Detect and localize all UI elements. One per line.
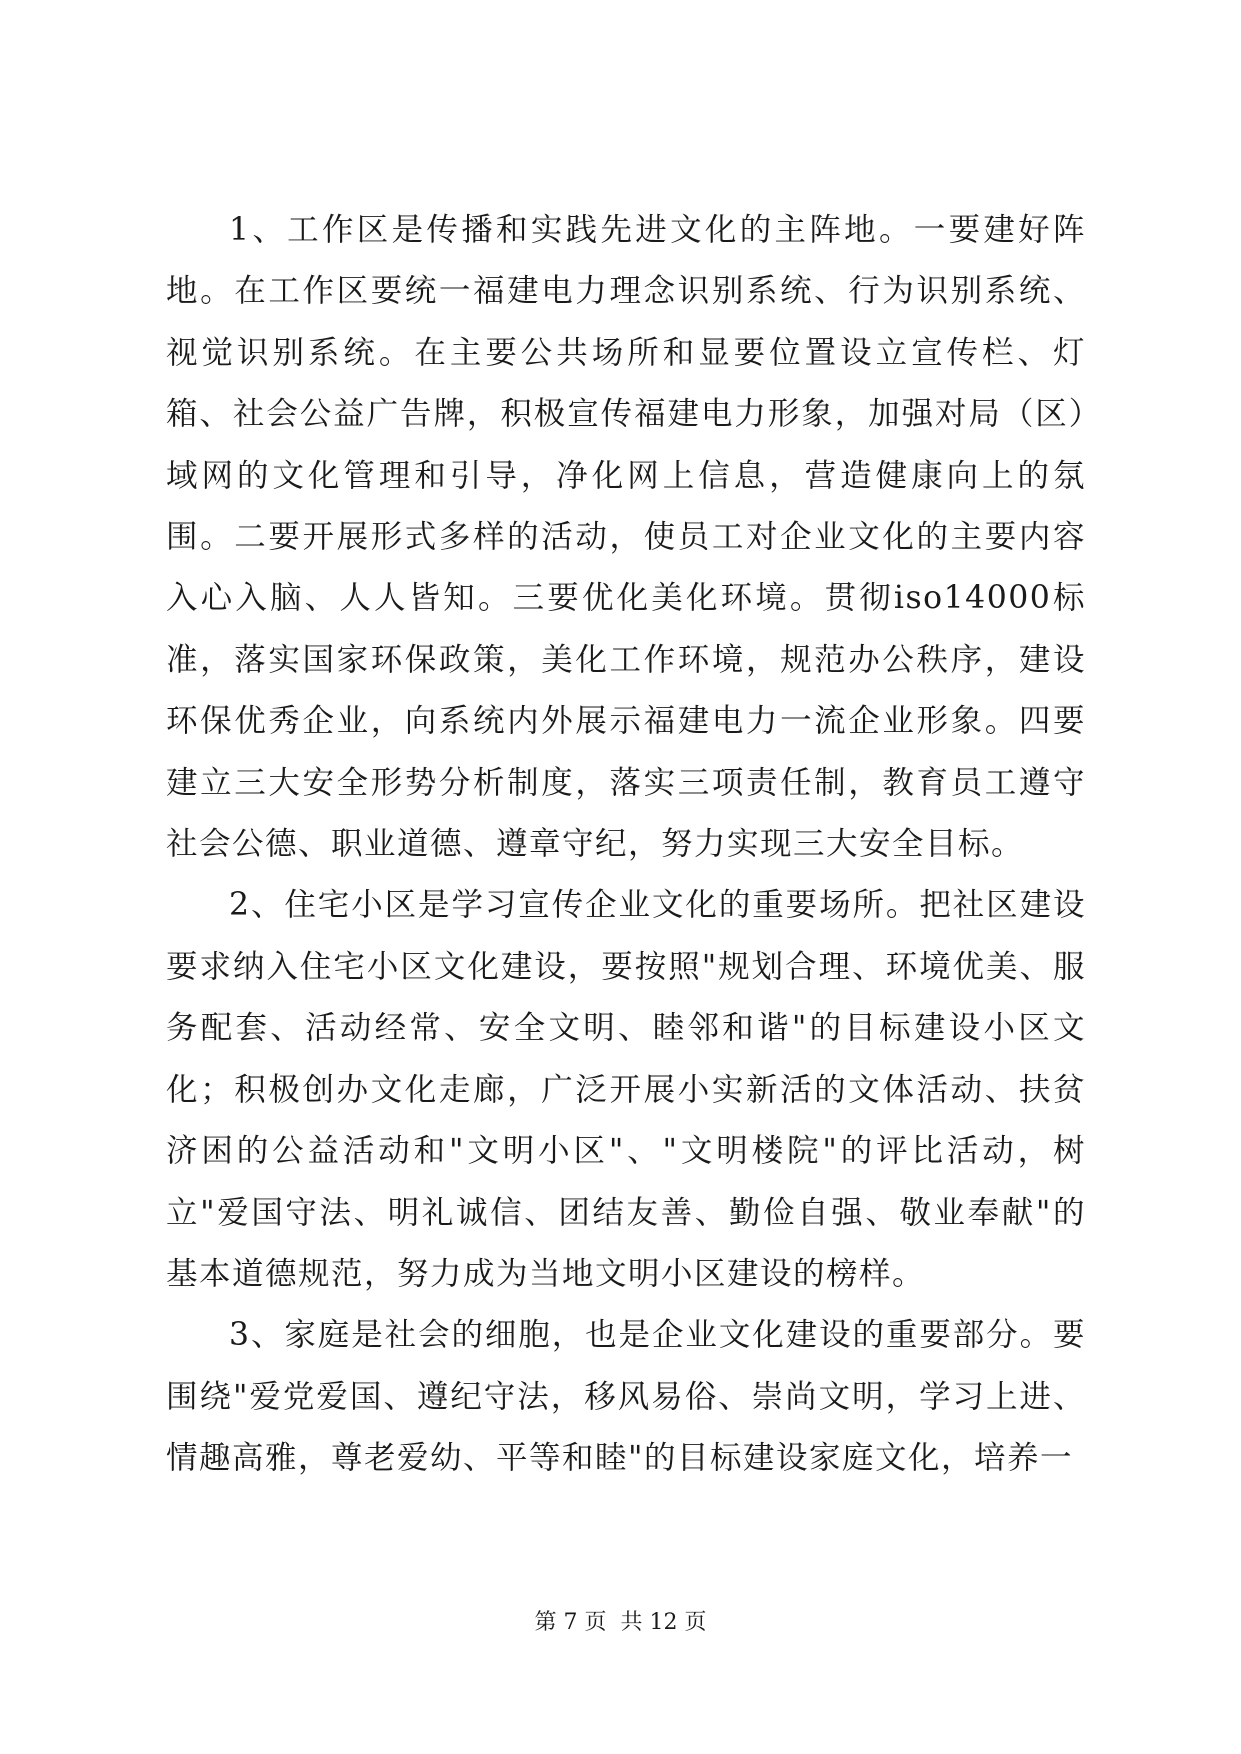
body-text [166,200,1086,1490]
paragraph-residential: 2、住宅小区是学习宣传企业文化的重要场所。把社区建设要求纳入住宅小区文化建设，要按照"规划合理、环境优美、服务配套、活动经常、安全文明、睦邻和谐"的目标建设小区文化；积极创办文化走廊，广泛开展小实新活的文体活动、扶贫济困的公益活动和"文明小区"、"文明楼院"的评比活动，树立"爱国守法、明礼诚信、团结友善、勤俭自强、敬业奉献"的基本道德规范，努力成为当地文明小区建设的榜样。 [166,887,1086,1292]
paragraph-workplace: 1、工作区是传播和实践先进文化的主阵地。一要建好阵地。在工作区要统一福建电力理念识别系统、行为识别系统、视觉识别系统。在主要公共场所和显要位置设立宣传栏、灯箱、社会公益广告牌，积极宣传福建电力形象，加强对局（区）域网的文化管理和引导，净化网上信息，营造健康向上的氛围。二要开展形式多样的活动，使员工对企业文化的主要内容入心入脑、人人皆知。三要优化美化环境。贯彻iso14000标准，落实国家环保政策，美化工作环境，规范办公秩序，建设环保优秀企业，向系统内外展示福建电力一流企业形象。四要建立三大安全形势分析制度，落实三项责任制，教育员工遵守社会公德、职业道德、遵章守纪，努力实现三大安全目标。 [166,212,1086,863]
page-number: 第 7 页 共 12 页 [534,1610,707,1635]
paragraph-family: 3、家庭是社会的细胞，也是企业文化建设的重要部分。要围绕"爱党爱国、遵纪守法，移风易俗、崇尚文明，学习上进、情趣高雅，尊老爱幼、平等和睦"的目标建设家庭文化，培养一 [166,1317,1086,1477]
page-footer [0,1605,1241,1636]
